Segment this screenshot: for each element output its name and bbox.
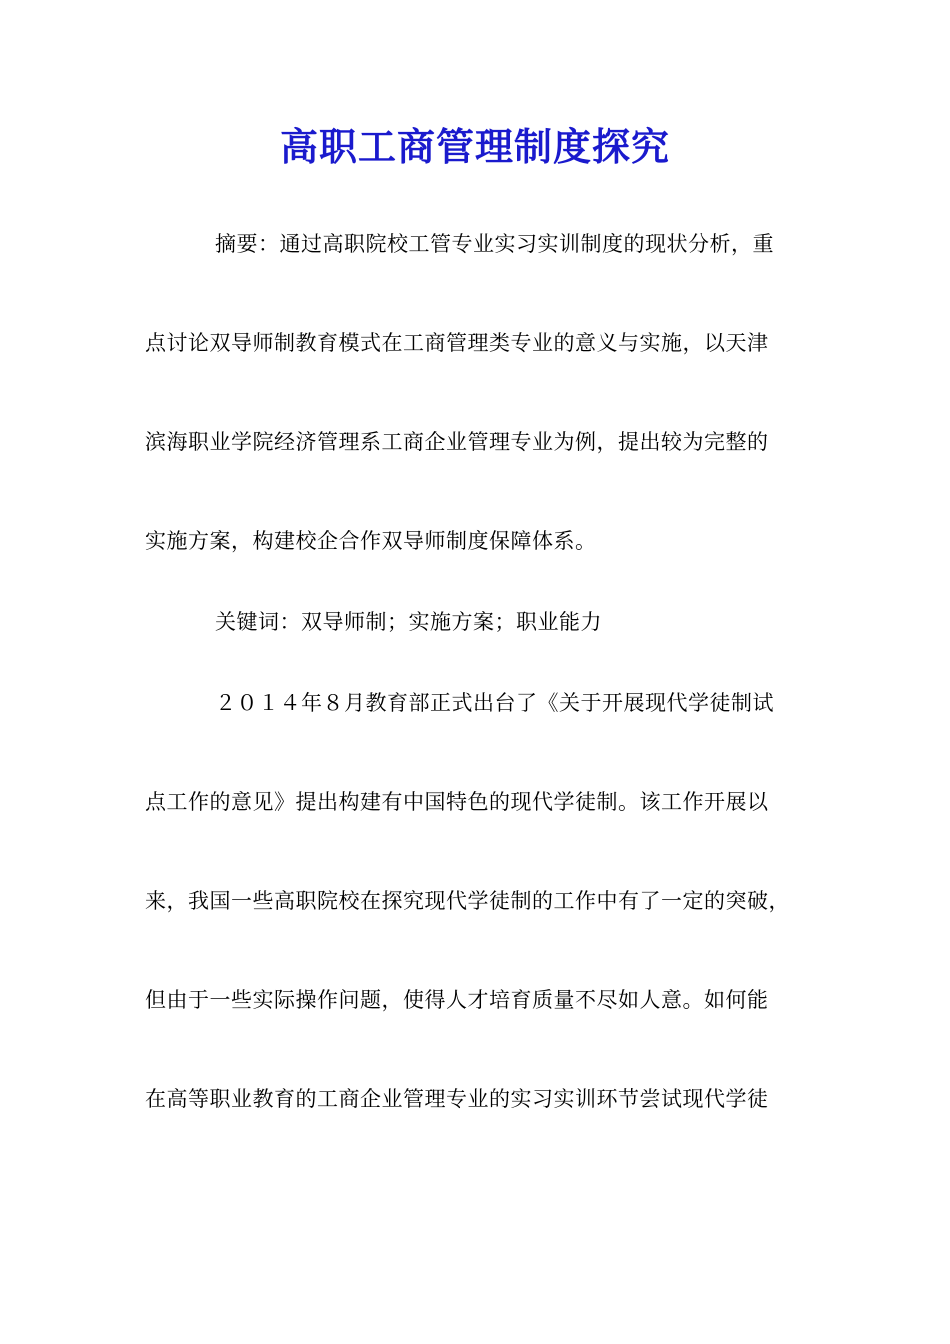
body-line-1: ２０１４年８月教育部正式出台了《关于开展现代学徒制试 [215, 691, 774, 715]
document-title: 高职工商管理制度探究 [279, 124, 670, 169]
abstract-line-2: 点讨论双导师制教育模式在工商管理类专业的意义与实施，以天津 [145, 331, 769, 355]
keywords-line: 关键词：双导师制；实施方案；职业能力 [215, 610, 602, 634]
body-line-3: 来，我国一些高职院校在探究现代学徒制的工作中有了一定的突破， [145, 889, 790, 913]
body-line-5: 在高等职业教育的工商企业管理专业的实习实训环节尝试现代学徒 [145, 1087, 769, 1111]
body-line-4: 但由于一些实际操作问题，使得人才培育质量不尽如人意。如何能 [145, 988, 769, 1012]
body-line-2: 点工作的意见》提出构建有中国特色的现代学徒制。该工作开展以 [145, 790, 769, 814]
abstract-line-1: 摘要：通过高职院校工管专业实习实训制度的现状分析，重 [215, 232, 774, 256]
abstract-line-4: 实施方案，构建校企合作双导师制度保障体系。 [145, 529, 597, 553]
abstract-line-3: 滨海职业学院经济管理系工商企业管理专业为例，提出较为完整的 [145, 430, 769, 454]
